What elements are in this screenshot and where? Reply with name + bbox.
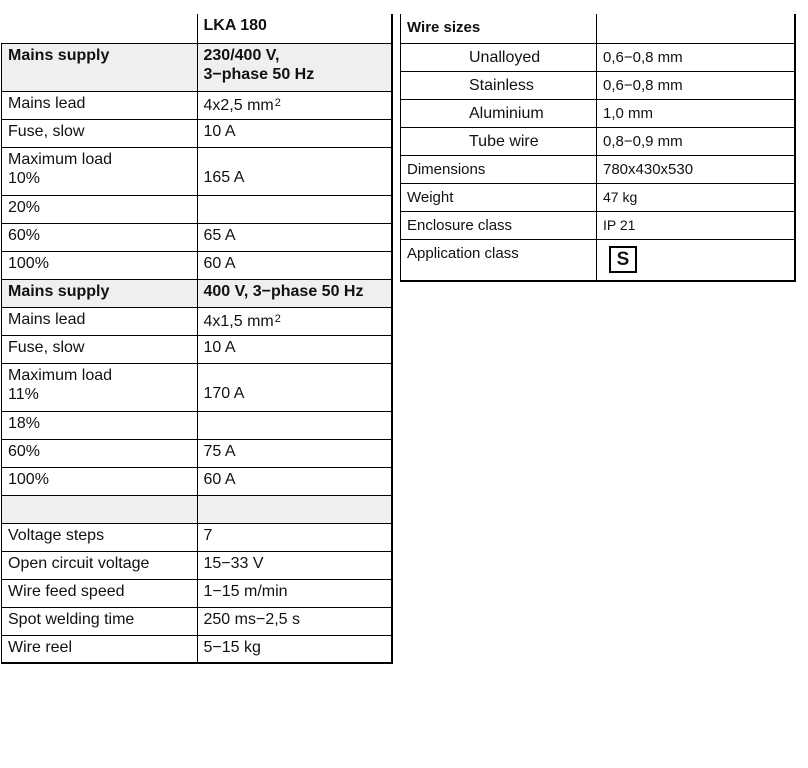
specs-table-right bbox=[400, 14, 796, 282]
spot-time-value: 250 ms−2,5 s bbox=[197, 607, 392, 635]
duty-60-value: 65 A bbox=[197, 223, 392, 251]
spot-time-label: Spot welding time bbox=[2, 607, 198, 635]
max-load-label-line2: 10% bbox=[8, 169, 41, 187]
table-row bbox=[2, 279, 393, 307]
blank-cell bbox=[197, 495, 392, 523]
wire-aluminium-value: 1,0 mm bbox=[597, 99, 796, 127]
duty-60-2-label: 60% bbox=[2, 439, 198, 467]
wire-feed-label: Wire feed speed bbox=[2, 579, 198, 607]
table-row bbox=[401, 183, 796, 211]
wire-reel-value: 5−15 kg bbox=[197, 635, 392, 663]
wire-sizes-label: Wire sizes bbox=[401, 14, 597, 43]
duty-18-value bbox=[197, 411, 392, 439]
table-row bbox=[2, 43, 393, 91]
wire-feed-value: 1−15 m/min bbox=[197, 579, 392, 607]
open-circuit-label: Open circuit voltage bbox=[2, 551, 198, 579]
table-row bbox=[401, 155, 796, 183]
table-row bbox=[401, 14, 796, 43]
table-row bbox=[2, 251, 393, 279]
dimensions-value: 780x430x530 bbox=[597, 155, 796, 183]
mains-lead-2-value bbox=[197, 307, 392, 335]
table-row bbox=[2, 635, 393, 663]
table-row bbox=[401, 127, 796, 155]
duty-20-value bbox=[197, 195, 392, 223]
max-load-2-label bbox=[2, 363, 198, 411]
mains-supply-label: Mains supply bbox=[2, 43, 198, 91]
open-circuit-value: 15−33 V bbox=[197, 551, 392, 579]
table-row bbox=[401, 43, 796, 71]
fuse-label: Fuse, slow bbox=[2, 119, 198, 147]
duty-100-2-label: 100% bbox=[2, 467, 198, 495]
mains-supply-value-line1: 230/400 V, bbox=[203, 46, 280, 64]
voltage-steps-value: 7 bbox=[197, 523, 392, 551]
application-class-label: Application class bbox=[401, 239, 597, 281]
max-load-2-value: 170 A bbox=[197, 363, 392, 411]
mains-lead-value bbox=[197, 91, 392, 119]
application-class-value-cell bbox=[597, 239, 796, 281]
max-load-2-label-line2: 11% bbox=[8, 385, 39, 403]
table-row bbox=[2, 91, 393, 119]
model-name: LKA 180 bbox=[197, 14, 392, 43]
table-row bbox=[2, 411, 393, 439]
fuse-2-value: 10 A bbox=[197, 335, 392, 363]
table-row bbox=[2, 439, 393, 467]
mains-supply-value bbox=[197, 43, 392, 91]
header-empty-cell bbox=[2, 14, 198, 43]
table-row bbox=[401, 71, 796, 99]
mains-supply-value-line2: 3−phase 50 Hz bbox=[203, 65, 315, 83]
wire-sizes-empty-cell bbox=[597, 14, 796, 43]
duty-60-2-value: 75 A bbox=[197, 439, 392, 467]
mains-lead-2-value-text: 4x1,5 mm bbox=[203, 312, 274, 330]
specs-table-left bbox=[1, 14, 393, 664]
mains-lead-value-text: 4x2,5 mm bbox=[203, 96, 274, 114]
voltage-steps-label: Voltage steps bbox=[2, 523, 198, 551]
squared-superscript: 2 bbox=[274, 312, 281, 325]
wire-tube-value: 0,8−0,9 mm bbox=[597, 127, 796, 155]
wire-stainless-label: Stainless bbox=[401, 71, 597, 99]
fuse-2-label: Fuse, slow bbox=[2, 335, 198, 363]
wire-unalloyed-label: Unalloyed bbox=[401, 43, 597, 71]
table-row bbox=[2, 495, 393, 523]
table-row bbox=[2, 195, 393, 223]
max-load-label bbox=[2, 147, 198, 195]
enclosure-class-value: IP 21 bbox=[597, 211, 796, 239]
fuse-value: 10 A bbox=[197, 119, 392, 147]
dimensions-label: Dimensions bbox=[401, 155, 597, 183]
duty-60-label: 60% bbox=[2, 223, 198, 251]
max-load-2-label-line1: Maximum load bbox=[8, 366, 113, 384]
table-row bbox=[2, 607, 393, 635]
mains-supply-2-value: 400 V, 3−phase 50 Hz bbox=[197, 279, 392, 307]
table-row bbox=[2, 579, 393, 607]
wire-tube-label: Tube wire bbox=[401, 127, 597, 155]
max-load-label-line1: Maximum load bbox=[8, 150, 113, 168]
weight-value: 47 kg bbox=[597, 183, 796, 211]
table-row bbox=[2, 523, 393, 551]
table-row bbox=[2, 14, 393, 43]
weight-label: Weight bbox=[401, 183, 597, 211]
mains-lead-label: Mains lead bbox=[2, 91, 198, 119]
table-row bbox=[401, 99, 796, 127]
enclosure-class-label: Enclosure class bbox=[401, 211, 597, 239]
max-load-value: 165 A bbox=[197, 147, 392, 195]
wire-aluminium-label: Aluminium bbox=[401, 99, 597, 127]
duty-100-value: 60 A bbox=[197, 251, 392, 279]
table-row bbox=[401, 211, 796, 239]
table-row bbox=[401, 239, 796, 281]
table-row bbox=[2, 223, 393, 251]
table-row bbox=[2, 335, 393, 363]
blank-cell bbox=[2, 495, 198, 523]
table-row bbox=[2, 147, 393, 195]
table-row bbox=[2, 363, 393, 411]
table-row bbox=[2, 467, 393, 495]
mains-supply-2-label: Mains supply bbox=[2, 279, 198, 307]
squared-superscript: 2 bbox=[274, 96, 281, 109]
wire-unalloyed-value: 0,6−0,8 mm bbox=[597, 43, 796, 71]
table-row bbox=[2, 119, 393, 147]
wire-reel-label: Wire reel bbox=[2, 635, 198, 663]
wire-stainless-value: 0,6−0,8 mm bbox=[597, 71, 796, 99]
duty-100-label: 100% bbox=[2, 251, 198, 279]
table-row bbox=[2, 307, 393, 335]
duty-20-label: 20% bbox=[2, 195, 198, 223]
table-row bbox=[2, 551, 393, 579]
mains-lead-2-label: Mains lead bbox=[2, 307, 198, 335]
duty-18-label: 18% bbox=[2, 411, 198, 439]
duty-100-2-value: 60 A bbox=[197, 467, 392, 495]
application-class-s-symbol: S bbox=[609, 246, 637, 273]
